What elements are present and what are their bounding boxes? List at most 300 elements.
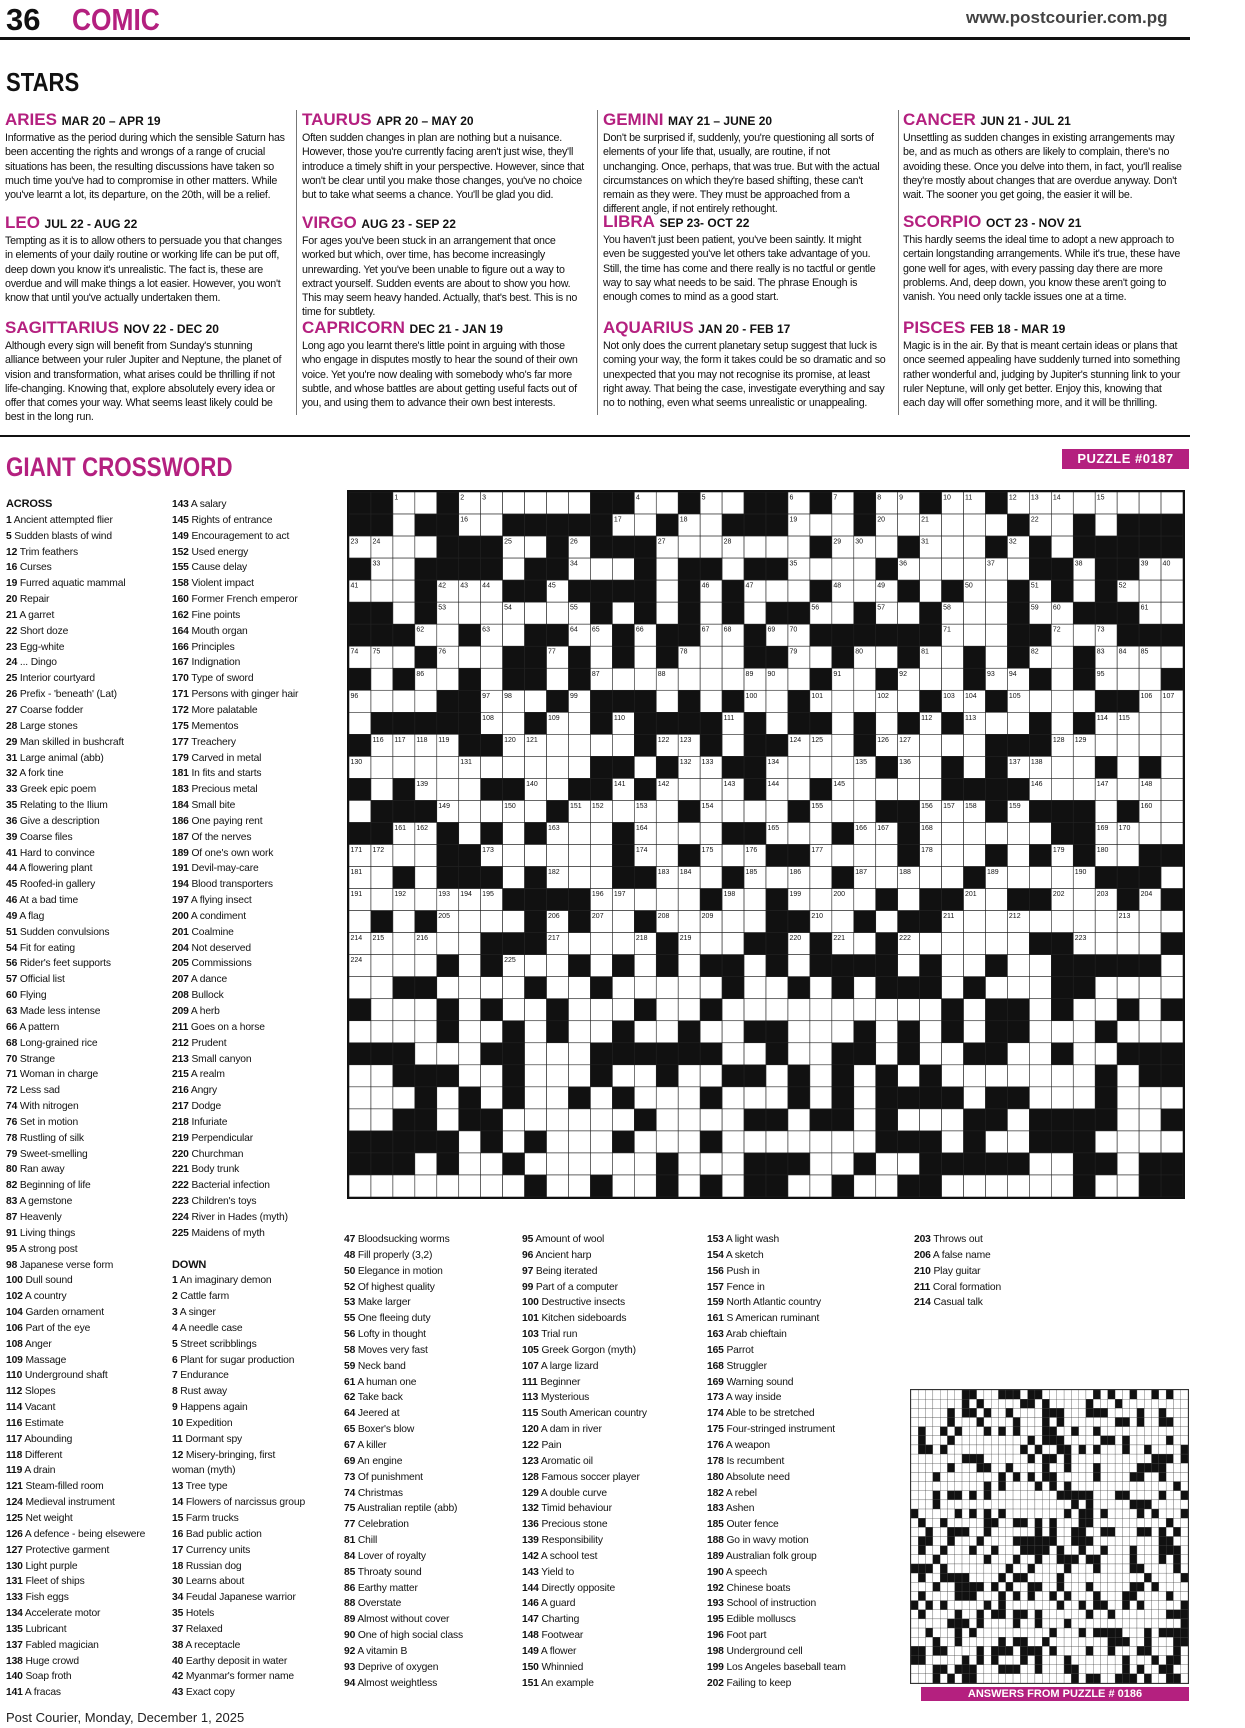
grid-cell[interactable]	[349, 1065, 371, 1087]
grid-cell[interactable]	[1117, 845, 1139, 867]
grid-cell[interactable]	[942, 1131, 964, 1153]
grid-cell[interactable]	[503, 1109, 525, 1131]
grid-cell[interactable]	[1139, 734, 1161, 756]
grid-cell[interactable]	[1051, 668, 1073, 690]
grid-cell[interactable]	[612, 911, 634, 933]
grid-cell[interactable]	[700, 690, 722, 712]
grid-cell[interactable]	[393, 955, 415, 977]
grid-cell[interactable]	[1161, 955, 1183, 977]
grid-cell[interactable]	[503, 1175, 525, 1197]
grid-cell[interactable]	[678, 1065, 700, 1087]
grid-cell[interactable]	[371, 889, 393, 911]
grid-cell[interactable]	[766, 536, 788, 558]
grid-cell[interactable]	[744, 977, 766, 999]
grid-cell[interactable]	[525, 955, 547, 977]
grid-cell[interactable]	[1117, 1109, 1139, 1131]
grid-cell[interactable]	[393, 1021, 415, 1043]
grid-cell[interactable]	[547, 602, 569, 624]
grid-cell[interactable]	[393, 536, 415, 558]
grid-cell[interactable]	[810, 1087, 832, 1109]
grid-cell[interactable]	[920, 1043, 942, 1065]
grid-cell[interactable]	[656, 1087, 678, 1109]
grid-cell[interactable]	[590, 734, 612, 756]
grid-cell[interactable]	[744, 1131, 766, 1153]
grid-cell[interactable]	[1117, 1087, 1139, 1109]
grid-cell[interactable]	[1007, 1175, 1029, 1197]
grid-cell[interactable]	[656, 1131, 678, 1153]
grid-cell[interactable]	[1051, 690, 1073, 712]
grid-cell[interactable]	[1095, 911, 1117, 933]
grid-cell[interactable]	[656, 1109, 678, 1131]
grid-cell[interactable]	[678, 1109, 700, 1131]
grid-cell[interactable]	[634, 668, 656, 690]
grid-cell[interactable]	[854, 690, 876, 712]
grid-cell[interactable]	[1029, 1043, 1051, 1065]
grid-cell[interactable]	[744, 889, 766, 911]
grid-cell[interactable]	[547, 492, 569, 514]
grid-cell[interactable]	[634, 977, 656, 999]
grid-cell[interactable]	[766, 977, 788, 999]
grid-cell[interactable]	[942, 1043, 964, 1065]
grid-cell[interactable]	[393, 933, 415, 955]
grid-cell[interactable]	[590, 955, 612, 977]
grid-cell[interactable]	[964, 955, 986, 977]
grid-cell[interactable]	[964, 822, 986, 844]
grid-cell[interactable]	[985, 822, 1007, 844]
grid-cell[interactable]	[766, 1065, 788, 1087]
grid-cell[interactable]	[656, 558, 678, 580]
grid-cell[interactable]	[547, 955, 569, 977]
grid-cell[interactable]	[985, 580, 1007, 602]
grid-cell[interactable]	[1161, 756, 1183, 778]
grid-cell[interactable]	[349, 1021, 371, 1043]
grid-cell[interactable]	[371, 580, 393, 602]
grid-cell[interactable]	[371, 999, 393, 1021]
grid-cell[interactable]	[678, 977, 700, 999]
grid-cell[interactable]	[854, 1109, 876, 1131]
grid-cell[interactable]	[459, 1131, 481, 1153]
grid-cell[interactable]	[1051, 911, 1073, 933]
grid-cell[interactable]	[832, 712, 854, 734]
grid-cell[interactable]	[393, 690, 415, 712]
grid-cell[interactable]	[964, 933, 986, 955]
grid-cell[interactable]	[722, 933, 744, 955]
grid-cell[interactable]	[1007, 1109, 1029, 1131]
grid-cell[interactable]	[678, 1087, 700, 1109]
grid-cell[interactable]	[942, 1175, 964, 1197]
grid-cell[interactable]	[1117, 668, 1139, 690]
grid-cell[interactable]	[1007, 977, 1029, 999]
grid-cell[interactable]	[942, 734, 964, 756]
grid-cell[interactable]	[876, 646, 898, 668]
grid-cell[interactable]	[1161, 712, 1183, 734]
grid-cell[interactable]	[393, 602, 415, 624]
grid-cell[interactable]	[678, 536, 700, 558]
grid-cell[interactable]	[1007, 845, 1029, 867]
grid-cell[interactable]	[503, 911, 525, 933]
grid-cell[interactable]	[1117, 1153, 1139, 1175]
grid-cell[interactable]	[415, 1175, 437, 1197]
grid-cell[interactable]	[459, 911, 481, 933]
grid-cell[interactable]	[744, 800, 766, 822]
grid-cell[interactable]	[634, 756, 656, 778]
grid-cell[interactable]	[415, 756, 437, 778]
grid-cell[interactable]	[1007, 867, 1029, 889]
grid-cell[interactable]	[547, 1175, 569, 1197]
grid-cell[interactable]	[459, 1153, 481, 1175]
grid-cell[interactable]	[964, 624, 986, 646]
grid-cell[interactable]	[568, 999, 590, 1021]
grid-cell[interactable]	[700, 646, 722, 668]
grid-cell[interactable]	[1007, 558, 1029, 580]
grid-cell[interactable]	[525, 1043, 547, 1065]
grid-cell[interactable]	[349, 1087, 371, 1109]
grid-cell[interactable]	[700, 778, 722, 800]
grid-cell[interactable]	[964, 999, 986, 1021]
grid-cell[interactable]	[766, 690, 788, 712]
grid-cell[interactable]	[656, 800, 678, 822]
grid-cell[interactable]	[854, 1087, 876, 1109]
grid-cell[interactable]	[766, 1131, 788, 1153]
grid-cell[interactable]	[722, 558, 744, 580]
grid-cell[interactable]	[985, 977, 1007, 999]
grid-cell[interactable]	[920, 933, 942, 955]
grid-cell[interactable]	[371, 1175, 393, 1197]
grid-cell[interactable]	[437, 1043, 459, 1065]
grid-cell[interactable]	[1007, 712, 1029, 734]
grid-cell[interactable]	[788, 955, 810, 977]
grid-cell[interactable]	[1029, 977, 1051, 999]
grid-cell[interactable]	[1073, 1021, 1095, 1043]
grid-cell[interactable]	[942, 536, 964, 558]
grid-cell[interactable]	[1073, 1043, 1095, 1065]
grid-cell[interactable]	[481, 977, 503, 999]
grid-cell[interactable]	[920, 1109, 942, 1131]
grid-cell[interactable]	[744, 999, 766, 1021]
grid-cell[interactable]	[810, 977, 832, 999]
grid-cell[interactable]	[503, 867, 525, 889]
grid-cell[interactable]	[590, 867, 612, 889]
grid-cell[interactable]	[393, 1175, 415, 1197]
grid-cell[interactable]	[920, 756, 942, 778]
grid-cell[interactable]	[525, 800, 547, 822]
grid-cell[interactable]	[854, 668, 876, 690]
grid-cell[interactable]	[590, 845, 612, 867]
grid-cell[interactable]	[371, 1087, 393, 1109]
grid-cell[interactable]	[1029, 1065, 1051, 1087]
grid-cell[interactable]	[1029, 867, 1051, 889]
grid-cell[interactable]	[547, 977, 569, 999]
grid-cell[interactable]	[590, 558, 612, 580]
grid-cell[interactable]	[481, 911, 503, 933]
grid-cell[interactable]	[1139, 668, 1161, 690]
grid-cell[interactable]	[920, 778, 942, 800]
grid-cell[interactable]	[722, 999, 744, 1021]
grid-cell[interactable]	[1095, 734, 1117, 756]
grid-cell[interactable]	[503, 624, 525, 646]
grid-cell[interactable]	[568, 1109, 590, 1131]
grid-cell[interactable]	[876, 1153, 898, 1175]
grid-cell[interactable]	[854, 933, 876, 955]
grid-cell[interactable]	[832, 558, 854, 580]
grid-cell[interactable]	[349, 800, 371, 822]
grid-cell[interactable]	[1095, 800, 1117, 822]
grid-cell[interactable]	[415, 867, 437, 889]
grid-cell[interactable]	[810, 1065, 832, 1087]
grid-cell[interactable]	[876, 1021, 898, 1043]
grid-cell[interactable]	[590, 822, 612, 844]
grid-cell[interactable]	[393, 911, 415, 933]
grid-cell[interactable]	[371, 778, 393, 800]
grid-cell[interactable]	[547, 756, 569, 778]
grid-cell[interactable]	[612, 800, 634, 822]
grid-cell[interactable]	[437, 1175, 459, 1197]
grid-cell[interactable]	[459, 1021, 481, 1043]
grid-cell[interactable]	[678, 778, 700, 800]
grid-cell[interactable]	[1161, 602, 1183, 624]
grid-cell[interactable]	[985, 514, 1007, 536]
grid-cell[interactable]	[985, 889, 1007, 911]
grid-cell[interactable]	[437, 668, 459, 690]
grid-cell[interactable]	[656, 822, 678, 844]
grid-cell[interactable]	[985, 1175, 1007, 1197]
grid-cell[interactable]	[1117, 933, 1139, 955]
grid-cell[interactable]	[415, 1153, 437, 1175]
grid-cell[interactable]	[722, 734, 744, 756]
grid-cell[interactable]	[722, 911, 744, 933]
grid-cell[interactable]	[1095, 977, 1117, 999]
grid-cell[interactable]	[1161, 1087, 1183, 1109]
grid-cell[interactable]	[854, 1131, 876, 1153]
grid-cell[interactable]	[634, 646, 656, 668]
grid-cell[interactable]	[964, 911, 986, 933]
grid-cell[interactable]	[920, 580, 942, 602]
grid-cell[interactable]	[1139, 822, 1161, 844]
grid-cell[interactable]	[1095, 999, 1117, 1021]
grid-cell[interactable]	[481, 646, 503, 668]
grid-cell[interactable]	[788, 822, 810, 844]
grid-cell[interactable]	[503, 845, 525, 867]
grid-cell[interactable]	[766, 580, 788, 602]
grid-cell[interactable]	[678, 999, 700, 1021]
grid-cell[interactable]	[920, 999, 942, 1021]
grid-cell[interactable]	[612, 933, 634, 955]
grid-cell[interactable]	[722, 646, 744, 668]
grid-cell[interactable]	[393, 646, 415, 668]
grid-cell[interactable]	[547, 1065, 569, 1087]
grid-cell[interactable]	[349, 911, 371, 933]
grid-cell[interactable]	[634, 1175, 656, 1197]
grid-cell[interactable]	[985, 602, 1007, 624]
grid-cell[interactable]	[744, 1087, 766, 1109]
grid-cell[interactable]	[876, 867, 898, 889]
grid-cell[interactable]	[942, 558, 964, 580]
grid-cell[interactable]	[1117, 1021, 1139, 1043]
grid-cell[interactable]	[744, 536, 766, 558]
grid-cell[interactable]	[1073, 690, 1095, 712]
grid-cell[interactable]	[832, 911, 854, 933]
grid-cell[interactable]	[942, 1109, 964, 1131]
grid-cell[interactable]	[371, 867, 393, 889]
grid-cell[interactable]	[832, 756, 854, 778]
grid-cell[interactable]	[568, 756, 590, 778]
grid-cell[interactable]	[898, 999, 920, 1021]
grid-cell[interactable]	[985, 646, 1007, 668]
grid-cell[interactable]	[788, 999, 810, 1021]
grid-cell[interactable]	[1117, 977, 1139, 999]
grid-cell[interactable]	[547, 734, 569, 756]
grid-cell[interactable]	[371, 668, 393, 690]
grid-cell[interactable]	[1095, 1043, 1117, 1065]
grid-cell[interactable]	[612, 999, 634, 1021]
grid-cell[interactable]	[898, 955, 920, 977]
grid-cell[interactable]	[964, 536, 986, 558]
grid-cell[interactable]	[788, 1175, 810, 1197]
grid-cell[interactable]	[722, 1087, 744, 1109]
grid-cell[interactable]	[744, 1043, 766, 1065]
grid-cell[interactable]	[700, 1109, 722, 1131]
grid-cell[interactable]	[766, 1087, 788, 1109]
grid-cell[interactable]	[722, 800, 744, 822]
grid-cell[interactable]	[766, 800, 788, 822]
grid-cell[interactable]	[722, 845, 744, 867]
grid-cell[interactable]	[1161, 734, 1183, 756]
grid-cell[interactable]	[700, 977, 722, 999]
grid-cell[interactable]	[898, 1153, 920, 1175]
grid-cell[interactable]	[985, 911, 1007, 933]
grid-cell[interactable]	[1029, 1087, 1051, 1109]
grid-cell[interactable]	[766, 867, 788, 889]
grid-cell[interactable]	[437, 1109, 459, 1131]
grid-cell[interactable]	[568, 492, 590, 514]
grid-cell[interactable]	[459, 955, 481, 977]
grid-cell[interactable]	[788, 536, 810, 558]
grid-cell[interactable]	[656, 492, 678, 514]
grid-cell[interactable]	[1161, 1131, 1183, 1153]
grid-cell[interactable]	[1029, 999, 1051, 1021]
grid-cell[interactable]	[1139, 933, 1161, 955]
grid-cell[interactable]	[985, 624, 1007, 646]
grid-cell[interactable]	[964, 1065, 986, 1087]
grid-cell[interactable]	[656, 1021, 678, 1043]
grid-cell[interactable]	[568, 867, 590, 889]
grid-cell[interactable]	[634, 1087, 656, 1109]
grid-cell[interactable]	[415, 536, 437, 558]
grid-cell[interactable]	[1095, 933, 1117, 955]
grid-cell[interactable]	[525, 1021, 547, 1043]
grid-cell[interactable]	[722, 1153, 744, 1175]
grid-cell[interactable]	[942, 822, 964, 844]
grid-cell[interactable]	[590, 933, 612, 955]
grid-cell[interactable]	[1117, 1175, 1139, 1197]
grid-cell[interactable]	[415, 845, 437, 867]
grid-cell[interactable]	[481, 668, 503, 690]
grid-cell[interactable]	[1139, 1021, 1161, 1043]
grid-cell[interactable]	[481, 756, 503, 778]
grid-cell[interactable]	[503, 1131, 525, 1153]
grid-cell[interactable]	[634, 514, 656, 536]
grid-cell[interactable]	[876, 778, 898, 800]
grid-cell[interactable]	[415, 1021, 437, 1043]
grid-cell[interactable]	[590, 1021, 612, 1043]
grid-cell[interactable]	[547, 845, 569, 867]
grid-cell[interactable]	[393, 558, 415, 580]
grid-cell[interactable]	[700, 1021, 722, 1043]
grid-cell[interactable]	[568, 712, 590, 734]
grid-cell[interactable]	[481, 1021, 503, 1043]
grid-cell[interactable]	[1007, 1065, 1029, 1087]
grid-cell[interactable]	[656, 999, 678, 1021]
grid-cell[interactable]	[810, 1021, 832, 1043]
grid-cell[interactable]	[810, 1131, 832, 1153]
grid-cell[interactable]	[678, 955, 700, 977]
grid-cell[interactable]	[1161, 778, 1183, 800]
grid-cell[interactable]	[832, 602, 854, 624]
grid-cell[interactable]	[678, 1153, 700, 1175]
grid-cell[interactable]	[700, 822, 722, 844]
grid-cell[interactable]	[898, 690, 920, 712]
grid-cell[interactable]	[964, 1021, 986, 1043]
grid-cell[interactable]	[525, 690, 547, 712]
grid-cell[interactable]	[964, 514, 986, 536]
grid-cell[interactable]	[964, 1175, 986, 1197]
grid-cell[interactable]	[656, 889, 678, 911]
grid-cell[interactable]	[920, 668, 942, 690]
grid-cell[interactable]	[788, 1021, 810, 1043]
grid-cell[interactable]	[700, 1065, 722, 1087]
grid-cell[interactable]	[612, 734, 634, 756]
grid-cell[interactable]	[568, 1175, 590, 1197]
grid-cell[interactable]	[1139, 712, 1161, 734]
grid-cell[interactable]	[788, 756, 810, 778]
grid-cell[interactable]	[590, 1087, 612, 1109]
grid-cell[interactable]	[612, 1109, 634, 1131]
grid-cell[interactable]	[832, 690, 854, 712]
grid-cell[interactable]	[942, 977, 964, 999]
grid-cell[interactable]	[788, 668, 810, 690]
grid-cell[interactable]	[985, 1065, 1007, 1087]
grid-cell[interactable]	[503, 558, 525, 580]
grid-cell[interactable]	[810, 514, 832, 536]
grid-cell[interactable]	[634, 1131, 656, 1153]
grid-cell[interactable]	[832, 514, 854, 536]
grid-cell[interactable]	[612, 1175, 634, 1197]
grid-cell[interactable]	[1161, 977, 1183, 999]
grid-cell[interactable]	[1007, 1131, 1029, 1153]
grid-cell[interactable]	[1073, 911, 1095, 933]
grid-cell[interactable]	[722, 1043, 744, 1065]
grid-cell[interactable]	[1117, 1131, 1139, 1153]
grid-cell[interactable]	[942, 955, 964, 977]
grid-cell[interactable]	[832, 800, 854, 822]
grid-cell[interactable]	[437, 778, 459, 800]
grid-cell[interactable]	[1073, 889, 1095, 911]
grid-cell[interactable]	[722, 492, 744, 514]
grid-cell[interactable]	[898, 514, 920, 536]
grid-cell[interactable]	[590, 1153, 612, 1175]
grid-cell[interactable]	[1029, 1021, 1051, 1043]
grid-cell[interactable]	[349, 1109, 371, 1131]
grid-cell[interactable]	[832, 1021, 854, 1043]
grid-cell[interactable]	[832, 734, 854, 756]
grid-cell[interactable]	[1029, 1175, 1051, 1197]
grid-cell[interactable]	[525, 1153, 547, 1175]
grid-cell[interactable]	[985, 1131, 1007, 1153]
grid-cell[interactable]	[832, 1131, 854, 1153]
grid-cell[interactable]	[1161, 800, 1183, 822]
grid-cell[interactable]	[1161, 1021, 1183, 1043]
grid-cell[interactable]	[525, 845, 547, 867]
